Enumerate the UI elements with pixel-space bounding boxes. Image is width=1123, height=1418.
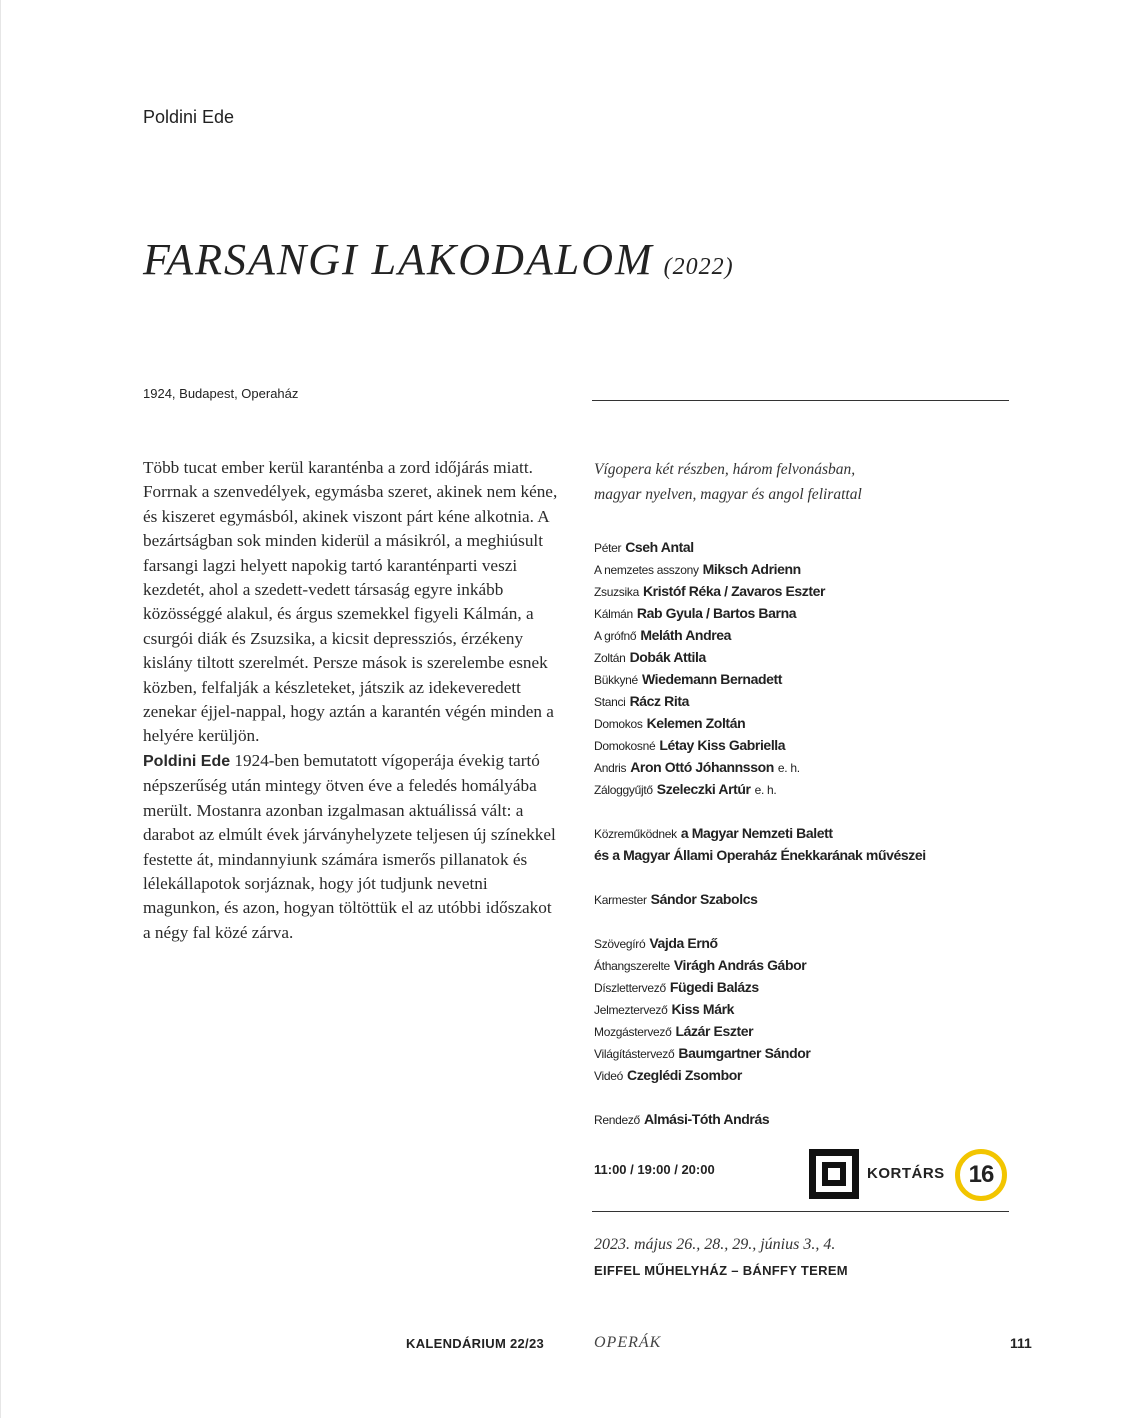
crew-row	[594, 1020, 926, 1042]
cast-row	[594, 624, 926, 646]
credit-name: Wiedemann Bernadett	[641, 671, 783, 687]
credit-role: Mozgástervező	[594, 1025, 672, 1039]
performance-dates: 2023. május 26., 28., 29., június 3., 4.	[594, 1236, 836, 1253]
cast-row	[594, 668, 926, 690]
genre-description	[594, 458, 1014, 507]
conductor-role: Karmester	[594, 893, 647, 907]
synopsis-paragraph-2-text: 1924-ben bemutatott vígoperája évekig tartó népszerűség után mintegy ötven éve a feledés homályába merült. Mostanra azonban izgalmasan aktuálissá vált: a darabot az elmúlt évek járványhelyzete teljesen új színekkel festette át, mindannyiunk számára ismerős pillanatok és lélekállapotok sorjáznak, hogy jót tudjunk nevetni magunkon, és azon, hogyan töltöttük el az utóbbi időszakot a négy fal közé zárva.	[143, 750, 556, 942]
crew-row	[594, 998, 926, 1020]
cast-row	[594, 712, 926, 734]
age-rating-badge: 16	[955, 1149, 1007, 1201]
genre-line-1: Vígopera két részben, három felvonásban,	[594, 461, 856, 478]
title-year: (2022)	[663, 254, 734, 280]
cast-row	[594, 778, 926, 800]
credit-name: Czeglédi Zsombor	[626, 1067, 742, 1083]
synopsis-paragraph-2	[143, 749, 563, 945]
cast-row	[594, 602, 926, 624]
footer-publication: KALENDÁRIUM 22/23	[406, 1336, 545, 1351]
crew-row	[594, 1042, 926, 1064]
credit-suffix: e. h.	[754, 783, 777, 797]
crew-row	[594, 932, 926, 954]
synopsis-paragraph-1: Több tucat ember kerül karanténba a zord időjárás miatt. Forrnak a szenvedélyek, egymásba szeret, akinek nem kéne, és kiszeret egymásból, akinek viszont párt kéne alkotnia. A bezártságban sok minden kiderül a másikról, a meghiúsult farsangi lagzi helyett napokig tartó karanténparti veszi kezdetét, ahol a szedett-vedett társaság egyre inkább közösséggé alakul, és árgus szemekkel figyeli Kálmán, a csurgói diák és Zsuzsika, a kicsit depressziós, érzékeny kislány tiltott szerelmét. Persze mások is szerelembe esnek közben, felfalják a készleteket, játszik az idekeveredett zenekar éjjel-nappal, hogy aztán a karantén végén minden a helyére kerüljön.	[143, 458, 558, 746]
credit-name: Dobák Attila	[629, 649, 706, 665]
cast-row	[594, 690, 926, 712]
credit-role: Zoltán	[594, 651, 626, 665]
credit-name: Cseh Antal	[625, 539, 694, 555]
credit-name: Miksch Adrienn	[702, 561, 801, 577]
credit-role: Áthangszerelte	[594, 959, 670, 973]
page-title	[143, 234, 734, 285]
divider-bottom	[592, 1211, 1009, 1212]
synopsis	[143, 456, 563, 945]
credit-role: Zsuzsika	[594, 585, 639, 599]
ensemble-line-2	[594, 844, 926, 866]
credit-name: Vajda Ernő	[649, 935, 718, 951]
credit-role: Andris	[594, 761, 627, 775]
credit-role: Stanci	[594, 695, 626, 709]
director-name: Almási-Tóth András	[643, 1111, 770, 1127]
credit-role: Videó	[594, 1069, 623, 1083]
premiere-info: 1924, Budapest, Operaház	[143, 386, 299, 401]
footer-section: OPERÁK	[594, 1334, 662, 1351]
credit-name: Kiss Márk	[671, 1001, 735, 1017]
credit-name: Lázár Eszter	[675, 1023, 754, 1039]
ensemble-name-1: a Magyar Nemzeti Balett	[680, 825, 833, 841]
credit-role: A grófnő	[594, 629, 637, 643]
cast-row	[594, 646, 926, 668]
cast-row	[594, 580, 926, 602]
conductor-name: Sándor Szabolcs	[650, 891, 758, 907]
crew-row	[594, 1064, 926, 1086]
credit-role: Bükkyné	[594, 673, 638, 687]
credits	[594, 536, 926, 1130]
credit-name: Fügedi Balázs	[669, 979, 759, 995]
venue: EIFFEL MŰHELYHÁZ – BÁNFFY TEREM	[594, 1263, 848, 1278]
title-text: FARSANGI LAKODALOM	[143, 235, 654, 284]
credit-name: Rab Gyula / Bartos Barna	[636, 605, 797, 621]
credit-name: Kelemen Zoltán	[646, 715, 746, 731]
crew-row	[594, 954, 926, 976]
page-number: 111	[1010, 1335, 1032, 1351]
credit-role: Világítástervező	[594, 1047, 675, 1061]
divider-top	[592, 400, 1009, 401]
ensemble-line-1	[594, 822, 926, 844]
cast-row	[594, 536, 926, 558]
credit-name: Létay Kiss Gabriella	[659, 737, 786, 753]
credit-role: Jelmeztervező	[594, 1003, 668, 1017]
ensemble-name-2: és a Magyar Állami Operaház Énekkarának művészei	[594, 847, 926, 863]
conductor-line	[594, 888, 926, 910]
genre-line-2: magyar nyelven, magyar és angol felirattal	[594, 485, 862, 503]
kortars-label: KORTÁRS	[867, 1165, 945, 1182]
crew-row	[594, 976, 926, 998]
credit-role: A nemzetes asszony	[594, 563, 699, 577]
credit-name: Kristóf Réka / Zavaros Eszter	[642, 583, 826, 599]
composer-highlight: Poldini Ede	[143, 752, 231, 770]
cast-row	[594, 734, 926, 756]
ensemble-role: Közreműködnek	[594, 827, 677, 841]
credit-role: Szövegíró	[594, 937, 646, 951]
credit-name: Meláth Andrea	[640, 627, 732, 643]
credit-name: Szeleczki Artúr	[656, 781, 751, 797]
page-edge	[0, 0, 1, 1418]
director-line	[594, 1108, 926, 1130]
credit-suffix: e. h.	[777, 761, 800, 775]
kortars-logo-icon	[809, 1149, 859, 1199]
credit-role: Díszlettervező	[594, 981, 666, 995]
credit-role: Kálmán	[594, 607, 633, 621]
credit-name: Virágh András Gábor	[673, 957, 807, 973]
credit-role: Domokosné	[594, 739, 656, 753]
credit-role: Domokos	[594, 717, 643, 731]
cast-row	[594, 756, 926, 778]
credit-role: Záloggyűjtő	[594, 783, 653, 797]
cast-list	[594, 536, 926, 800]
composer-name: Poldini Ede	[143, 107, 235, 127]
credit-name: Aron Ottó Jóhannsson	[630, 759, 774, 775]
crew-list	[594, 932, 926, 1086]
credit-name: Rácz Rita	[629, 693, 689, 709]
credit-role: Péter	[594, 541, 622, 555]
director-role: Rendező	[594, 1113, 640, 1127]
show-times: 11:00 / 19:00 / 20:00	[594, 1162, 715, 1177]
cast-row	[594, 558, 926, 580]
credit-name: Baumgartner Sándor	[678, 1045, 811, 1061]
